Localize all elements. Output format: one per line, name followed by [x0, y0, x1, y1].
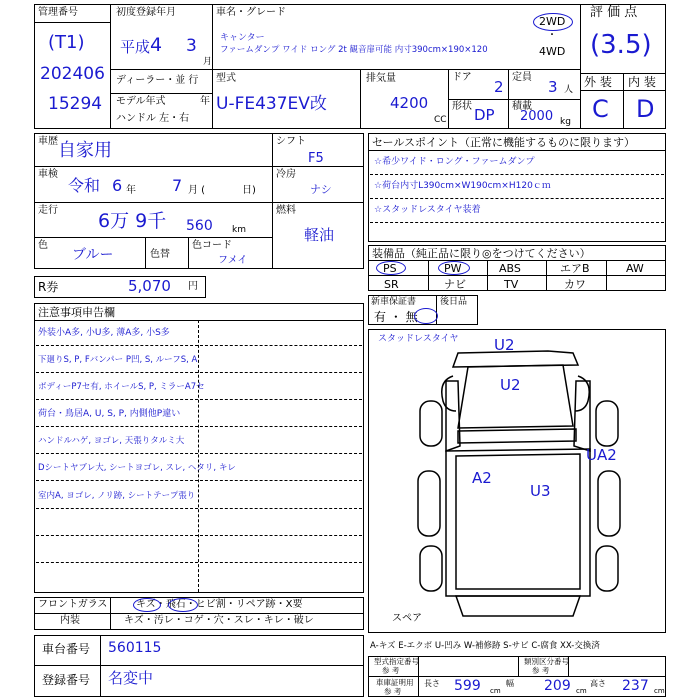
- inspection-day-unit: 日): [242, 185, 256, 196]
- damage-mark-u2-top: U2: [494, 336, 515, 354]
- front-glass-label: フロントガラス: [38, 599, 108, 610]
- first-reg-year: 4: [150, 34, 163, 56]
- category-ref: 参 考: [532, 666, 550, 675]
- damage-mark-u2-cab: U2: [500, 376, 521, 394]
- equip-abs: ABS: [499, 262, 521, 275]
- displacement-label: 排気量: [366, 73, 396, 84]
- height-value: 237: [622, 678, 649, 694]
- ac: ナシ: [310, 183, 332, 196]
- width-label: 幅: [506, 679, 514, 688]
- capacity-unit: 人: [564, 85, 574, 95]
- car-name-label: 車名・グレード: [216, 7, 286, 18]
- equipment-title: 装備品（純正品に限り◎をつけてください）: [372, 247, 591, 260]
- doors: 2: [494, 78, 504, 96]
- drive-4wd: 4WD: [539, 45, 566, 58]
- note-line-2: 下廻りS, P, Fバンパー P凹, S, ルーフS, A: [38, 355, 198, 365]
- shape-label: 形状: [452, 101, 472, 112]
- recycle-box: [34, 276, 206, 298]
- warranty-label: 新車保証書: [371, 297, 417, 307]
- reg-number: 名変中: [108, 669, 154, 687]
- yen-unit: 円: [188, 281, 198, 292]
- color: ブルー: [72, 247, 114, 263]
- first-reg-label: 初度登録年月: [116, 7, 176, 18]
- chassis-label: 車台番号: [42, 642, 91, 656]
- inspection-month-unit: 月 (: [188, 185, 206, 196]
- equip-pw: PW: [444, 262, 462, 275]
- category-label: 類別区分番号: [524, 657, 569, 666]
- rating-value: (3.5): [590, 30, 652, 60]
- handle-label: ハンドル 左・右: [116, 113, 190, 124]
- fuel: 軽油: [304, 226, 335, 244]
- equip-leather: カワ: [564, 278, 586, 291]
- interior-label: 内 装: [628, 75, 656, 89]
- exterior-grade: C: [592, 95, 609, 123]
- sales-point-2: ☆荷台内寸L390cm×W190cm×H120ｃｍ: [374, 181, 551, 191]
- equip-tv: TV: [504, 278, 519, 291]
- spare-label: スペア: [392, 613, 422, 624]
- kg-unit: kg: [560, 117, 571, 127]
- length-label: 長さ: [424, 679, 440, 688]
- interior-cond-label: 内装: [60, 615, 80, 626]
- notes-box: [34, 303, 364, 593]
- shape: DP: [474, 106, 495, 124]
- recycle-amount: 5,070: [128, 277, 171, 295]
- inspection-month: 7: [172, 176, 183, 195]
- sales-point-3: ☆スタッドレスタイヤ装着: [374, 205, 481, 215]
- inspection-era: 令和: [68, 176, 101, 195]
- interior-grade: D: [636, 95, 655, 123]
- first-reg-month: 3: [186, 36, 197, 56]
- inspection-label: 車検: [38, 169, 58, 180]
- inspection-year: 6: [112, 176, 123, 195]
- kanri-lot: 202406: [40, 64, 105, 84]
- damage-legend: A-キズ E-エクボ U-凹み W-補修跡 S-サビ C-腐食 XX-交換済: [370, 641, 600, 651]
- cc-unit: CC: [434, 115, 447, 125]
- exterior-label: 外 装: [584, 75, 612, 89]
- damage-mark-u3: U3: [530, 482, 551, 500]
- note-line-6: Dシートヤブレ大, シートヨゴレ, スレ, ヘタリ, キレ: [38, 463, 236, 473]
- length-unit: cm: [490, 687, 501, 695]
- history: 自家用: [58, 140, 112, 161]
- drive-dot: ・: [547, 30, 557, 41]
- width-unit: cm: [576, 687, 587, 695]
- year-unit: 年: [126, 185, 136, 196]
- width-value: 209: [544, 678, 571, 694]
- model-designation-ref: 参 考: [382, 666, 400, 675]
- doors-label: ドア: [452, 72, 472, 83]
- no-warranty-circle: [414, 308, 438, 324]
- mileage-label: 走行: [38, 205, 58, 216]
- note-line-5: ハンドルハゲ, ヨゴレ, 天張りタルミ大: [38, 436, 185, 446]
- drive-2wd: 2WD: [539, 15, 566, 28]
- studless-note: スタッドレスタイヤ: [378, 334, 459, 344]
- equip-ps: PS: [383, 262, 397, 275]
- color-label: 色: [38, 240, 48, 251]
- notes-title: 注意事項申告欄: [38, 306, 115, 319]
- model-year-unit: 年: [200, 96, 210, 107]
- kanri-code: (T1): [48, 32, 85, 53]
- length-value: 599: [454, 678, 481, 694]
- hiseki-circle: [168, 598, 198, 612]
- color-code: フメイ: [218, 255, 248, 266]
- first-reg-era: 平成: [120, 38, 151, 56]
- kanri-label: 管理番号: [38, 7, 78, 18]
- sales-points-title: セールスポイント（正常に機能するものに限ります）: [372, 136, 636, 149]
- cert-label: 車庫証明用: [376, 678, 414, 687]
- note-line-4: 荷台・鳥居A, U, S, P, 内側他P違い: [38, 409, 181, 419]
- front-glass-text: キズ・飛石・ヒビ割・リペア跡・X要: [136, 599, 303, 610]
- month-unit: 月: [203, 57, 213, 67]
- displacement: 4200: [390, 94, 429, 112]
- reg-label: 登録番号: [42, 673, 91, 687]
- manual-label: 後日品: [440, 297, 468, 307]
- equip-navi: ナビ: [444, 278, 466, 291]
- shift: F5: [308, 151, 324, 166]
- type-value: U-FE437EV改: [216, 94, 327, 114]
- model-designation-label: 型式指定番号: [374, 657, 419, 666]
- color-change-label: 色替: [150, 249, 170, 260]
- km-unit: km: [232, 225, 246, 235]
- height-label: 高さ: [590, 679, 606, 688]
- mileage: 6万 9千: [98, 210, 167, 232]
- cert-ref: 参 考: [384, 687, 402, 696]
- fuel-label: 燃料: [276, 205, 296, 216]
- note-line-1: 外装小A多, 小U多, 薄A多, 小S多: [38, 328, 170, 338]
- chassis-number: 560115: [108, 640, 162, 656]
- capacity-label: 定員: [512, 72, 532, 83]
- damage-mark-ua2: UA2: [586, 446, 617, 464]
- mileage-extra: 560: [186, 218, 213, 234]
- history-label: 車歴: [38, 136, 58, 147]
- damage-mark-a2: A2: [472, 469, 492, 487]
- note-line-7: 室内A, ヨゴレ, ノリ跡, シートテープ張り: [38, 491, 196, 501]
- interior-cond-text: キズ・汚レ・コゲ・穴・スレ・キレ・破レ: [124, 615, 314, 626]
- load-label: 積載: [512, 101, 532, 112]
- ac-label: 冷房: [276, 169, 296, 180]
- rating-label: 評 価 点: [590, 5, 638, 20]
- load: 2000: [520, 109, 554, 124]
- type-label: 型式: [216, 73, 236, 84]
- equip-airbag: エアB: [560, 262, 590, 275]
- color-code-label: 色コード: [192, 240, 232, 251]
- capacity: 3: [548, 78, 558, 96]
- warranty-value: 有 ・ 無: [374, 310, 418, 324]
- sales-point-1: ☆希少ワイド・ロング・ファームダンプ: [374, 157, 535, 167]
- note-line-3: ボディーP7セ有, ホイールS, P, ミラーA7セ: [38, 382, 205, 392]
- equip-aw: AW: [626, 262, 644, 275]
- recycle-label: R券: [38, 280, 59, 294]
- dealer-label: ディーラー・並 行: [116, 75, 199, 86]
- equip-sr: SR: [384, 278, 399, 291]
- kanri-number: 15294: [48, 94, 103, 114]
- kizu-circle: [133, 598, 161, 612]
- car-grade: ファームダンプ ワイド ロング 2t 観音扉可能 内寸390cm×190×120: [220, 45, 488, 55]
- height-unit: cm: [654, 687, 665, 695]
- shift-label: シフト: [276, 136, 306, 147]
- model-year-label: モデル年式: [116, 96, 166, 107]
- car-name: キャンター: [220, 33, 265, 43]
